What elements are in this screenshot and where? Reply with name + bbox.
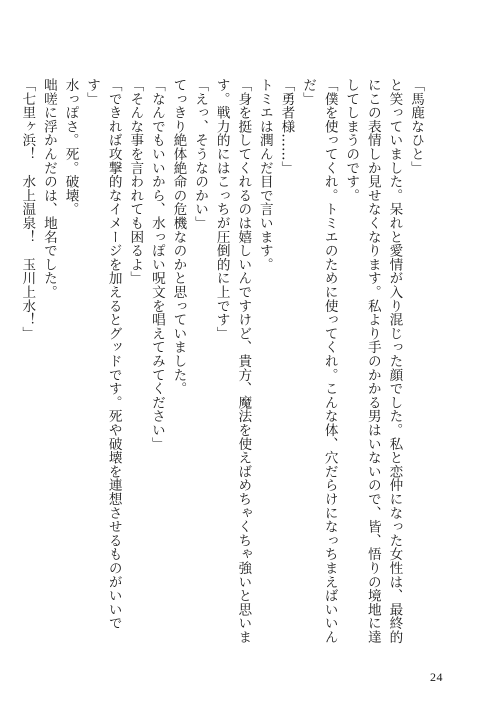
paragraph: 「馬鹿なひと」 [408, 78, 424, 175]
paragraph: 「なんでもいいから、水っぽい呪文を唱えてみてください」 [148, 78, 165, 451]
paragraph: てっきり絶体絶命の危機なのかと思っていました。 [170, 78, 187, 396]
page-number: 24 [430, 670, 443, 684]
paragraph: と笑っていました。呆れと愛情が入り混じった顔でした。私と恋仲になった女性は、最終的にこの表情しか見せなくなります。私より手のかかる男はいないので、皆、悟りの境地に達してしまうのです。 [343, 78, 403, 644]
vertical-text-body [16, 78, 426, 648]
paragraph: 「七里ヶ浜！ 水上温泉！ 玉川上水！」 [19, 78, 36, 341]
paragraph: 水っぽさ。死。破壊。 [62, 78, 79, 216]
paragraph: 「僕を使ってくれ。トミエのために使ってくれ。こんな体、穴だらけになっちまえばいいんだ」 [300, 78, 338, 644]
paragraph: 「身を挺してくれるのは嬉しいんですけど、貴方、魔法を使えばめちゃくちゃ強いと思います。戦力的にはこっちが圧倒的に上です」 [213, 78, 252, 644]
paragraph: 咄嗟に浮かんだのは、地名でした。 [40, 78, 57, 299]
paragraph: 「えっ、そうなのかい」 [192, 78, 209, 230]
paragraph: トミエは潤んだ目で言います。 [256, 78, 273, 272]
paragraph: 「できれば攻撃的なイメージを加えるとグッドです。死や破壊を連想させるものがいいです」 [84, 78, 122, 630]
paragraph: 「そんな事を言われても困るよ」 [127, 78, 144, 285]
paragraph: 「勇者様……」 [278, 78, 295, 175]
